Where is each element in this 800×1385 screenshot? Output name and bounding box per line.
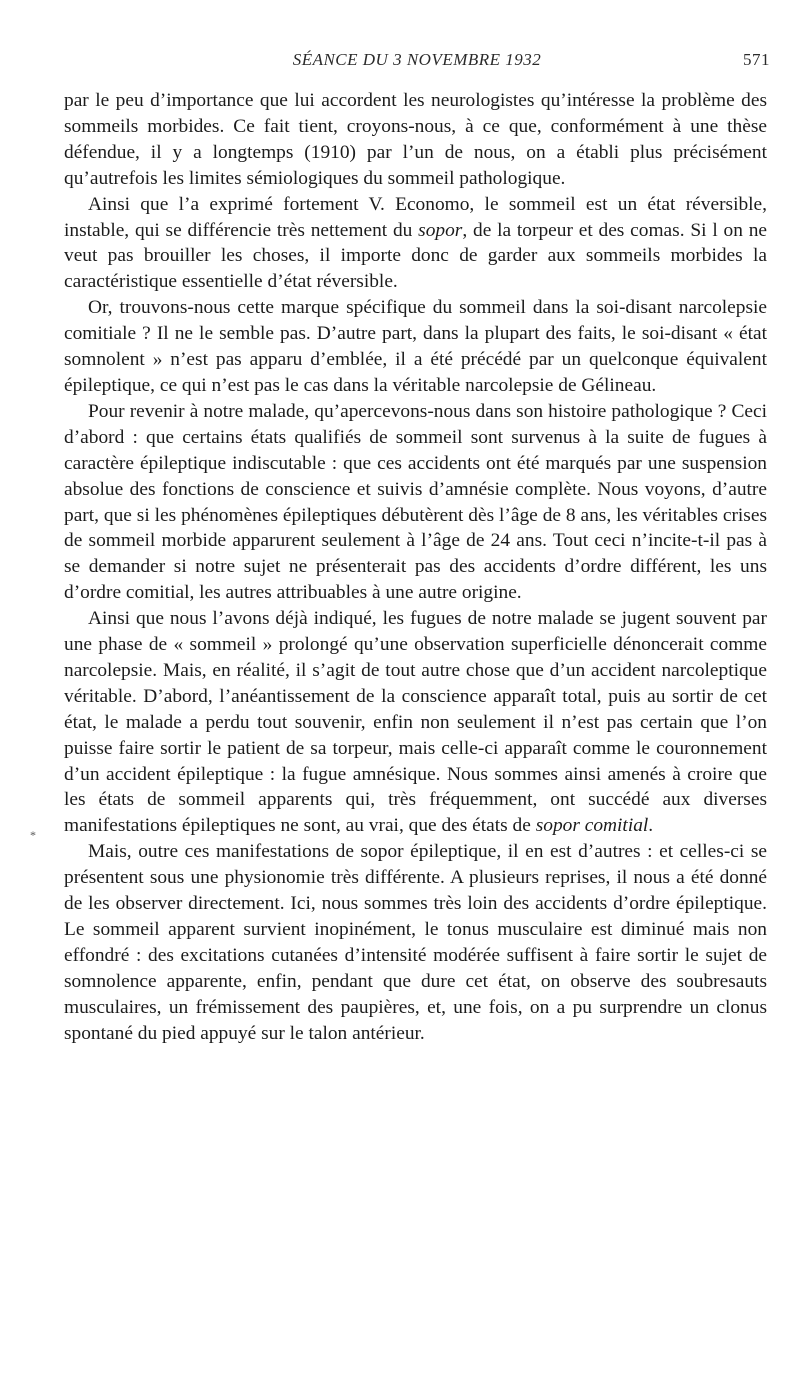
paragraph-4: Pour revenir à notre malade, qu’apercevons-nous dans son histoire pathologique ? Ceci d’abord : que certains états qualifiés de sommeil sont survenus à la suite de fugues à caractère épileptique indiscutable : que ces accidents ont été marqués par une suspension absolue des fonctions de conscience et suivis d’amnésie complète. Nous voyons, d’autre part, que si les phénomènes épileptiques débutèrent dès l’âge de 8 ans, les véritables crises de sommeil morbide apparurent seulement à l’âge de 24 ans. Tout ceci n’incite-t-il pas à se demander si notre sujet ne présenterait pas des accidents d’ordre différent, les uns d’ordre comitial, les autres attribuables à une autre origine. xyxy=(64,400,767,604)
paragraph-5-text: Ainsi que nous l’avons déjà indiqué, les fugues de notre malade se jugent souvent par une phase de « sommeil » prolongé qu’une observation superficielle dénoncerait comme narcolepsie. Mais, en réalité, il s’agit de tout autre chose que d’un accident narcoleptique véritable. D’abord, l’anéantissement de la conscience apparaît total, puis au sortir de cet état, le malade a perdu tout souvenir, enfin non seulement il n’est pas certain que l’on puisse faire sortir le patient de sa torpeur, mais celle-ci apparaît comme le couronnement d’un accident épileptique : la fugue amnésique. Nous sommes ainsi amenés à croire que les états de sommeil apparents qui, très fréquemment, ont succédé aux diverses manifestations épileptiques ne sont, au vrai, que des états de xyxy=(64,608,767,837)
paragraph-2-italic: sopor xyxy=(418,219,463,241)
running-head xyxy=(64,50,770,72)
paragraph-2-text: Ainsi que l’a exprimé fortement V. Economo, le sommeil est un état réversible, instable, qui se différencie très nettement du xyxy=(64,193,767,241)
body-text xyxy=(64,88,767,1047)
paragraph-5 xyxy=(64,606,767,839)
paragraph-5-end: . xyxy=(648,815,654,837)
paragraph-2 xyxy=(64,192,767,296)
paragraph-5-italic: sopor comitial xyxy=(535,815,649,837)
running-title: SÉANCE DU 3 NOVEMBRE 1932 xyxy=(292,50,542,69)
paragraph-3: Or, trouvons-nous cette marque spécifique du sommeil dans la soi-disant narcolepsie comitiale ? Il ne le semble pas. D’autre part, dans la plupart des faits, le soi-disant « état somnolent » n’est pas apparu d’emblée, il a été précédé par un quelconque équivalent épileptique, ce qui n’est pas le cas dans la véritable narcolepsie de Gélineau. xyxy=(64,297,767,396)
paragraph-2-rest: , de la torpeur et des comas. Si l on ne veut pas brouiller les choses, il importe donc de garder aux sommeils morbides la caractéristique essentielle d’état réversible. xyxy=(64,219,768,293)
paragraph-6: Mais, outre ces manifestations de sopor épileptique, il en est d’autres : et celles-ci se présentent sous une physionomie très différente. A plusieurs reprises, il nous a été donné de les observer directement. Ici, nous sommes très loin des accidents d’ordre épileptique. Le sommeil apparent survient inopinément, le tonus musculaire est diminué mais non effondré : des excitations cutanées d’intensité modérée suffisent à faire sortir le sujet de somnolence apparente, enfin, pendant que dure cet état, on observe des soubresauts musculaires, un frémissement des paupières, et, une fois, on a pu surprendre un clonus spontané du pied appuyé sur le talon antérieur. xyxy=(64,841,767,1044)
page-number: 571 xyxy=(743,50,770,69)
paragraph-1: par le peu d’importance que lui accordent les neurologistes qu’intéresse la problème des sommeils morbides. Ce fait tient, croyons-nous, à ce que, conformément à une thèse défendue, il y a longtemps (1910) par l’un de nous, on a établi plus précisément qu’autrefois les limites sémiologiques du sommeil pathologique. xyxy=(64,90,767,189)
margin-mark: * xyxy=(30,828,36,842)
